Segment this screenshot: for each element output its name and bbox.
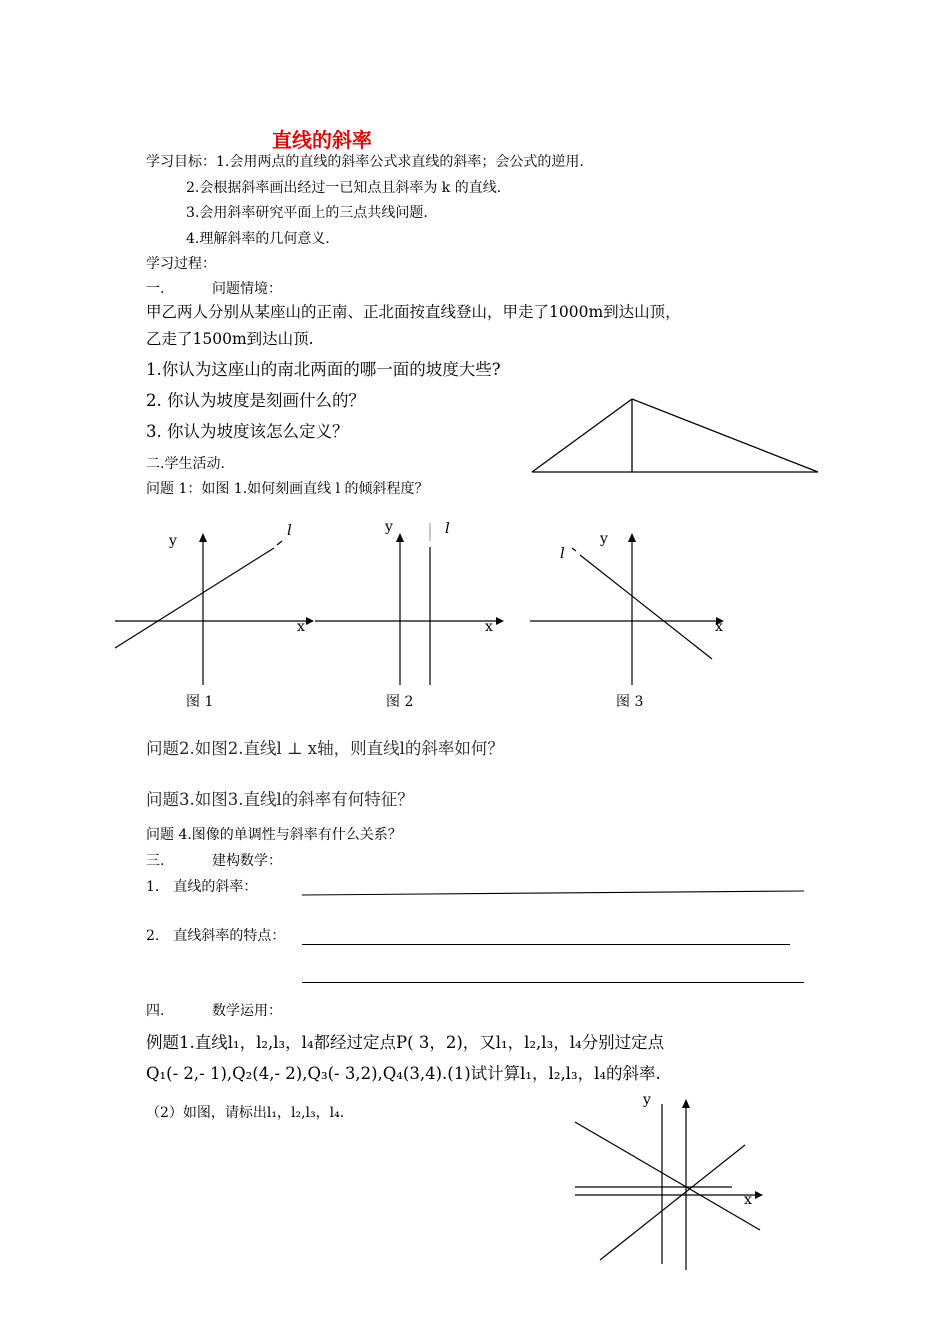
mountain-north-slope (632, 399, 818, 472)
section1-paragraph-line1: 甲乙两人分别从某座山的正南、正北面按直线登山，甲走了1000m到达山顶， (146, 303, 681, 321)
section1-title: 问题情境： (212, 281, 282, 297)
objectives-line-1 (146, 151, 584, 171)
construct-item-1: 1. 直线的斜率： (146, 879, 258, 895)
y-axis-arrow-icon (396, 533, 404, 542)
line-increasing (600, 1145, 745, 1260)
x-axis-arrow-icon (755, 1191, 763, 1199)
figure-2-caption: 图 2 (386, 694, 414, 710)
page-title: 直线的斜率 (272, 128, 372, 152)
objective-item: 2.会根据斜率画出经过一已知点且斜率为 k 的直线. (186, 180, 502, 196)
line-l-tick (277, 541, 282, 545)
section4-title: 数学运用： (212, 1003, 282, 1019)
example-figure (570, 1090, 770, 1274)
y-axis-arrow-icon (682, 1099, 690, 1108)
example1-line1: 例题1.直线l₁，l₂,l₃，l₄都经过定点P( 3，2)，又l₁，l₂,l₃，l₄分别过定点 (146, 1033, 665, 1052)
answer-line-2 (302, 944, 790, 945)
y-axis-label: y (600, 531, 608, 547)
answer-line-1 (300, 888, 806, 898)
x-axis-label: x (297, 619, 305, 635)
objective-item: 3.会用斜率研究平面上的三点共线问题. (186, 205, 428, 221)
figure-2 (310, 515, 510, 715)
problem-1: 问题 1：如图 1.如何刻画直线 l 的倾斜程度？ (146, 481, 429, 497)
process-label: 学习过程： (146, 256, 216, 272)
x-axis-arrow-icon (496, 617, 504, 625)
answer-underline (302, 891, 804, 895)
problem-2: 问题2.如图2.直线l ⊥ x轴，则直线l的斜率如何？ (146, 739, 504, 758)
section1-number: 一. (146, 281, 165, 297)
mountain-figure (528, 395, 822, 475)
problem-4: 问题 4.图像的单调性与斜率有什么关系？ (146, 827, 402, 843)
x-axis-label: x (715, 619, 723, 635)
objective-item: 4.理解斜率的几何意义. (186, 231, 330, 247)
y-axis-arrow-icon (199, 533, 207, 542)
question-2: 2. 你认为坡度是刻画什么的？ (146, 391, 365, 410)
answer-line-3 (302, 982, 804, 983)
x-axis-label: x (485, 619, 493, 635)
figure-3 (525, 515, 735, 715)
y-axis-label: y (169, 533, 177, 549)
mountain-south-slope (532, 399, 632, 472)
example1-line2: Q₁(- 2,- 1),Q₂(4,- 2),Q₃(- 3,2),Q₄(3,4).(1)试计算l₁，l₂,l₃，l₄的斜率. (146, 1064, 661, 1083)
x-axis-label: x (744, 1192, 752, 1208)
figure-1 (110, 515, 310, 715)
problem-3: 问题3.如图3.直线l的斜率有何特征？ (146, 790, 414, 809)
line-l (115, 548, 274, 648)
figure-1-caption: 图 1 (186, 694, 214, 710)
objectives-label: 学习目标： (146, 154, 216, 170)
y-axis-label: y (385, 519, 393, 535)
example1-part2: （2）如图，请标出l₁，l₂,l₃，l₄. (146, 1105, 345, 1121)
section3-title: 建构数学： (212, 853, 282, 869)
line-l (580, 555, 712, 659)
line-label: l (560, 544, 565, 562)
objective-item: 1.会用两点的直线的斜率公式求直线的斜率；会公式的逆用. (216, 154, 584, 170)
question-1: 1.你认为这座山的南北两面的哪一面的坡度大些? (146, 360, 501, 379)
section2-title: 二.学生活动. (146, 456, 225, 472)
line-decreasing (575, 1122, 760, 1230)
question-3: 3. 你认为坡度该怎么定义？ (146, 422, 349, 441)
section3-number: 三. (146, 853, 165, 869)
figure-3-caption: 图 3 (616, 694, 644, 710)
construct-item-2: 2. 直线斜率的特点： (146, 928, 286, 944)
section1-paragraph-line2: 乙走了1500m到达山顶. (146, 330, 314, 348)
y-axis-arrow-icon (628, 533, 636, 542)
line-label: l (287, 521, 292, 539)
y-axis-label: y (643, 1092, 651, 1108)
line-l-tick (572, 548, 576, 551)
line-label: l (445, 519, 450, 537)
section4-number: 四. (146, 1003, 165, 1019)
